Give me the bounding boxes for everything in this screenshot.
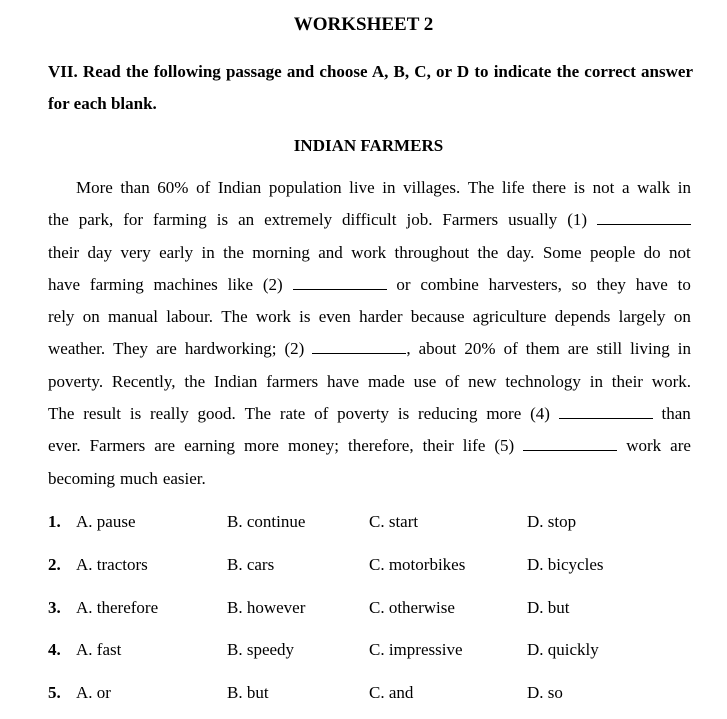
option-c: C. impressive xyxy=(369,640,463,660)
option-c: C. motorbikes xyxy=(369,554,466,574)
passage-line: More than 60% of Indian population live in villages. The life there is not a walk in xyxy=(76,178,691,197)
question-number: 4. xyxy=(48,640,61,660)
option-b: B. but xyxy=(227,683,269,702)
option-c: C. start xyxy=(369,512,419,531)
answer-blank xyxy=(597,209,691,225)
passage-line: The result is really good. The rate of poverty is reducing more (4) than xyxy=(48,404,691,424)
question-row xyxy=(48,676,693,719)
worksheet-title: WORKSHEET 2 xyxy=(293,14,434,35)
passage-line: ever. Farmers are earning more money; therefore, their life (5) work are xyxy=(48,436,691,456)
option-c: C. and xyxy=(369,683,414,702)
question-number: 3. xyxy=(48,597,61,617)
option-d: D. but xyxy=(527,597,570,617)
option-b: B. however xyxy=(227,597,306,617)
passage-line: have farming machines like (2) or combine harvesters, so they have to xyxy=(48,274,691,294)
passage-title: INDIAN FARMERS xyxy=(293,136,444,155)
option-d: D. quickly xyxy=(527,640,599,660)
answer-blank xyxy=(293,274,387,290)
answer-blank xyxy=(312,338,406,354)
passage-line: the park, for farming is an extremely difficult job. Farmers usually (1) xyxy=(48,204,691,236)
option-b: B. cars xyxy=(227,554,275,574)
option-a: A. pause xyxy=(76,512,136,531)
answer-blank xyxy=(559,403,653,419)
passage xyxy=(48,172,691,495)
question-row xyxy=(48,548,693,591)
passage-line: becoming much easier. xyxy=(48,468,206,488)
passage-line: rely on manual labour. The work is even harder because agriculture depends largely on xyxy=(48,307,691,327)
option-b: B. continue xyxy=(227,512,306,531)
question-row xyxy=(48,633,693,676)
exercise-instruction: VII. Read the following passage and choose A, B, C, or D to indicate the correct answer for each blank. xyxy=(48,62,693,113)
option-b: B. speedy xyxy=(227,640,295,660)
option-c: C. otherwise xyxy=(369,597,455,617)
option-a: A. tractors xyxy=(76,554,148,574)
passage-line: weather. They are hardworking; (2) , about 20% of them are still living in xyxy=(48,339,691,359)
answer-options xyxy=(48,505,693,719)
answer-blank xyxy=(523,435,617,451)
question-number: 2. xyxy=(48,554,61,574)
option-d: D. so xyxy=(527,683,563,702)
passage-line: poverty. Recently, the Indian farmers have made use of new technology in their work. xyxy=(48,371,691,391)
question-number: 1. xyxy=(48,512,61,531)
question-row xyxy=(48,505,693,548)
question-number: 5. xyxy=(48,683,61,702)
option-d: D. bicycles xyxy=(527,554,604,574)
option-a: A. or xyxy=(76,683,111,702)
question-row xyxy=(48,591,693,634)
option-a: A. fast xyxy=(76,640,122,660)
option-d: D. stop xyxy=(527,512,577,531)
option-a: A. therefore xyxy=(76,597,159,617)
passage-line: their day very early in the morning and work throughout the day. Some people do not xyxy=(48,242,691,262)
